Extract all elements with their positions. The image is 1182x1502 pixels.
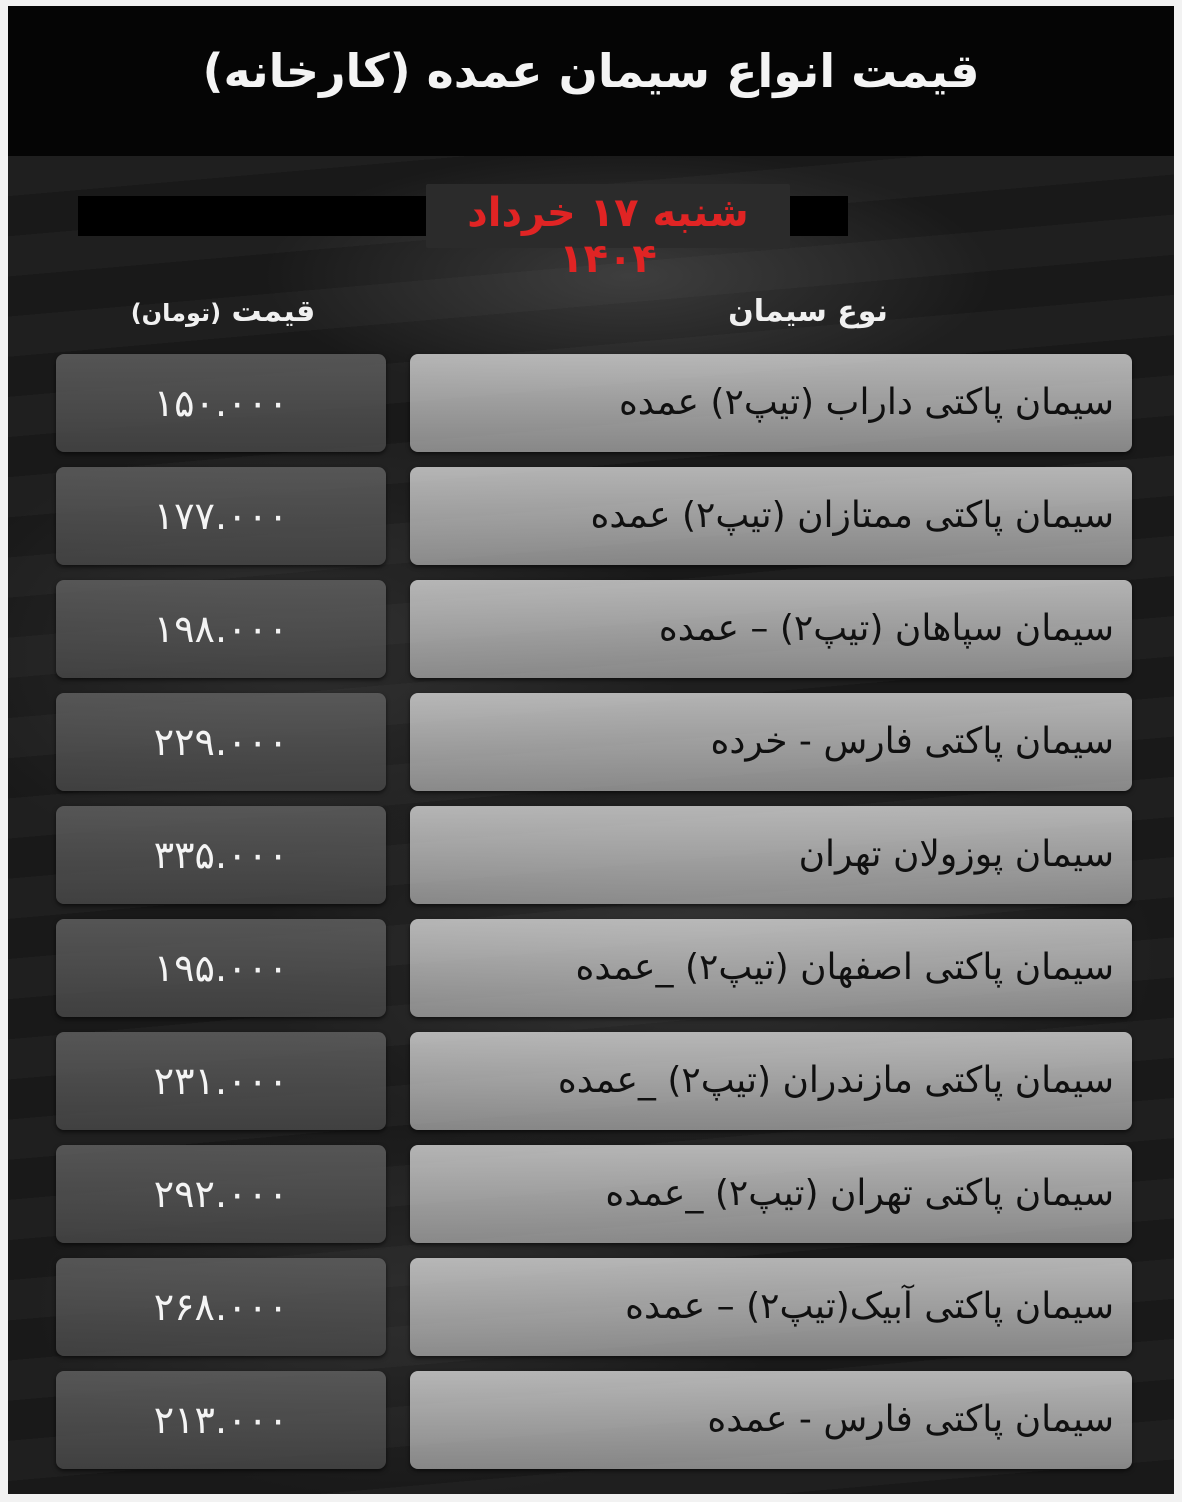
date-label: شنبه ۱۷ خرداد ۱۴۰۴ (467, 190, 749, 282)
cement-price-cell: ۲۱۳.۰۰۰ (56, 1371, 386, 1469)
table-row (8, 467, 1174, 565)
table-row (8, 919, 1174, 1017)
column-header-price-unit: (تومان) (130, 299, 222, 327)
cement-name-cell: سیمان پاکتی اصفهان (تیپ۲) _عمده (410, 919, 1132, 1017)
cement-price-cell: ۲۹۲.۰۰۰ (56, 1145, 386, 1243)
table-row (8, 354, 1174, 452)
table-row (8, 580, 1174, 678)
page-title: قیمت انواع سیمان عمده (کارخانه) (202, 44, 980, 98)
table-row (8, 1371, 1174, 1469)
cement-name-cell: سیمان پوزولان تهران (410, 806, 1132, 904)
cement-price-cell: ۳۳۵.۰۰۰ (56, 806, 386, 904)
table-row (8, 693, 1174, 791)
table-row (8, 1258, 1174, 1356)
column-header-type: نوع سیمان (728, 294, 888, 329)
column-header-price-label: قیمت (231, 294, 316, 329)
cement-price-cell: ۱۷۷.۰۰۰ (56, 467, 386, 565)
cement-price-cell: ۱۵۰.۰۰۰ (56, 354, 386, 452)
table-row (8, 806, 1174, 904)
table-row (8, 1145, 1174, 1243)
cement-name-cell: سیمان سپاهان (تیپ۲) – عمده (410, 580, 1132, 678)
cement-name-cell: سیمان پاکتی ممتازان (تیپ۲) عمده (410, 467, 1132, 565)
cement-name-cell: سیمان پاکتی مازندران (تیپ۲) _عمده (410, 1032, 1132, 1130)
cement-name-cell: سیمان پاکتی داراب (تیپ۲) عمده (410, 354, 1132, 452)
cement-price-cell: ۲۲۹.۰۰۰ (56, 693, 386, 791)
cement-name-cell: سیمان پاکتی تهران (تیپ۲) _عمده (410, 1145, 1132, 1243)
cement-price-cell: ۲۶۸.۰۰۰ (56, 1258, 386, 1356)
column-header-price (98, 294, 348, 329)
cement-price-cell: ۱۹۵.۰۰۰ (56, 919, 386, 1017)
cement-name-cell: سیمان پاکتی فارس - خرده (410, 693, 1132, 791)
cement-price-cell: ۱۹۸.۰۰۰ (56, 580, 386, 678)
cement-name-cell: سیمان پاکتی آبیک(تیپ۲) – عمده (410, 1258, 1132, 1356)
cement-price-cell: ۲۳۱.۰۰۰ (56, 1032, 386, 1130)
cement-name-cell: سیمان پاکتی فارس - عمده (410, 1371, 1132, 1469)
table-row (8, 1032, 1174, 1130)
price-board (8, 6, 1174, 1494)
